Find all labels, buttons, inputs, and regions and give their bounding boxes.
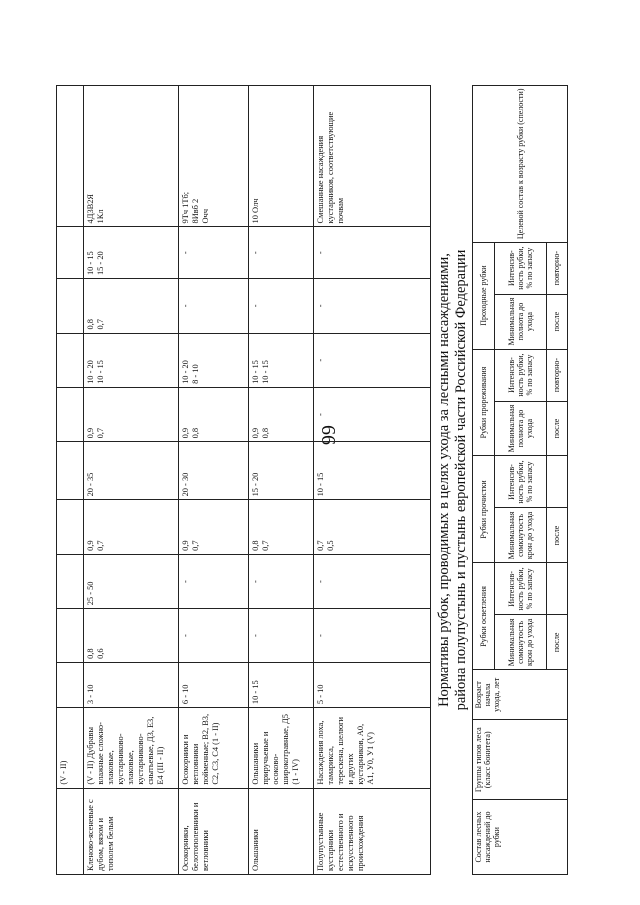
norms-table-upper <box>56 85 431 875</box>
rotated-page-content <box>56 85 568 875</box>
header-cell: Интенсив-ность рубки, % по запасу <box>494 456 546 508</box>
cell: - <box>179 279 249 334</box>
page-number: 66 <box>317 425 339 445</box>
cell: - <box>314 227 431 279</box>
page-title <box>436 85 470 875</box>
header-cell: после <box>546 615 568 670</box>
cell: 0,7 0,5 <box>314 500 431 555</box>
cell: - <box>314 609 431 663</box>
header-group: Проходные рубки <box>473 242 495 349</box>
header-row <box>473 86 495 875</box>
title-line-2: района полупустынь и пустынь европейской части Российской Федерации <box>453 249 469 711</box>
header-cell: Минимальная полнота до ухода <box>494 294 546 349</box>
cell: 0,8 0,7 <box>84 279 179 334</box>
cell: - <box>314 554 431 608</box>
table-row <box>314 86 431 875</box>
cell: - <box>179 554 249 608</box>
cell: Ольшаники <box>249 788 314 874</box>
cell: 10 - 20 10 - 15 <box>84 333 179 387</box>
header-cell: после <box>546 508 568 563</box>
cell: Полупустынные кустарники естественного и искусственного происхождения <box>314 788 431 874</box>
header-group: Рубки прореживания <box>473 349 495 456</box>
header-cell: повторно- <box>546 242 568 294</box>
cell: 0,9 0,7 <box>84 500 179 555</box>
header-group: Рубки прочистки <box>473 456 495 563</box>
cell: Осокорники, белотополевники и ветловники <box>179 788 249 874</box>
cell: 0,8 0,7 <box>249 500 314 555</box>
cell: - <box>314 387 431 442</box>
header-cell: Интенсив-ность рубки, % по запасу <box>494 349 546 401</box>
table-row <box>179 86 249 875</box>
cell: 0,9 0,8 <box>249 387 314 442</box>
cell: 20 - 35 <box>84 442 179 500</box>
cell: Осокорники и ветловники пойменные; В2, В3, С2, С3, С4 (1 - II) <box>179 708 249 789</box>
cell: 10 Олч <box>249 86 314 227</box>
cell: 0,8 0,6 <box>84 609 179 663</box>
cell: - <box>249 554 314 608</box>
cell: 15 - 20 <box>249 442 314 500</box>
table-row <box>249 86 314 875</box>
cell: - <box>314 333 431 387</box>
cell: 25 - 50 <box>84 554 179 608</box>
cell: 5 - 10 <box>314 662 431 707</box>
cell: - <box>314 279 431 334</box>
cell: - <box>249 279 314 334</box>
header-group: Рубки осветления <box>473 563 495 670</box>
cell: 6 - 10 <box>179 662 249 707</box>
header-cell: после <box>546 294 568 349</box>
header-cell <box>546 456 568 508</box>
cell: 10 - 15 10 - 15 <box>249 333 314 387</box>
cell: 10 - 20 8 - 10 <box>179 333 249 387</box>
header-cell: Возраст начала ухода, лет <box>473 670 568 720</box>
cell: 10 - 15 <box>249 662 314 707</box>
header-cell: Группы типов леса (класс бонитета) <box>473 720 568 800</box>
cell: 3 - 10 <box>84 662 179 707</box>
header-cell: Минимальная полнота до ухода <box>494 401 546 456</box>
title-line-1: Нормативы рубок, проводимых в целях ухода за лесными насаждениями, <box>436 253 452 707</box>
cell: - <box>179 227 249 279</box>
cell: Кленово-ясеневые с дубом, вязом и тополем белым <box>84 788 179 874</box>
table-row <box>84 86 179 875</box>
cell: 20 - 30 <box>179 442 249 500</box>
cell: Насаждения лоха, тамарикса, терескена, шелюги и других кустарников, А0, А1, У0, У1 (V) <box>314 708 431 789</box>
cell: 0,9 0,8 <box>179 387 249 442</box>
header-cell: Интенсив-ность рубки, % по запасу <box>494 242 546 294</box>
cell: - <box>179 609 249 663</box>
cell: 0,9 0,7 <box>179 500 249 555</box>
cell: Смешанные насаждения кустарников, соответствующие почвам <box>314 86 431 227</box>
cell: 10 - 15 15 - 20 <box>84 227 179 279</box>
header-cell <box>546 563 568 615</box>
header-cell: Интенсив-ность рубки, % по запасу <box>494 563 546 615</box>
header-cell: после <box>546 401 568 456</box>
header-cell: повторно- <box>546 349 568 401</box>
header-cell: Состав лесных насаждений до рубки <box>473 800 568 875</box>
header-cell: Целевой состав к возрасту рубки (спелости) <box>473 86 568 243</box>
table-row-header-stub: (V - II) <box>57 86 84 875</box>
norms-table-header <box>472 85 568 875</box>
cell: 10 - 15 <box>314 442 431 500</box>
cell: (V - II) Дубравы влажные сложно-злаковые, кустарниково-злаковые, кустарниково-снытьевые, Д3, Е3, Е4 (III - II) <box>84 708 179 789</box>
cell: - <box>249 609 314 663</box>
cell: 4Д3В2Я 1Кл <box>84 86 179 227</box>
cell: - <box>249 227 314 279</box>
cell: 0,9 0,7 <box>84 387 179 442</box>
cell: 9Тч 1Тб; 8Ивб 2 Очч <box>179 86 249 227</box>
header-cell: Минимальная сомкнутость крон до ухода <box>494 615 546 670</box>
header-cell: Минимальная сомкнутость крон до ухода <box>494 508 546 563</box>
cell: Ольшаники приручьевые и осоково-широкотравные, Д5 (1 - IV) <box>249 708 314 789</box>
